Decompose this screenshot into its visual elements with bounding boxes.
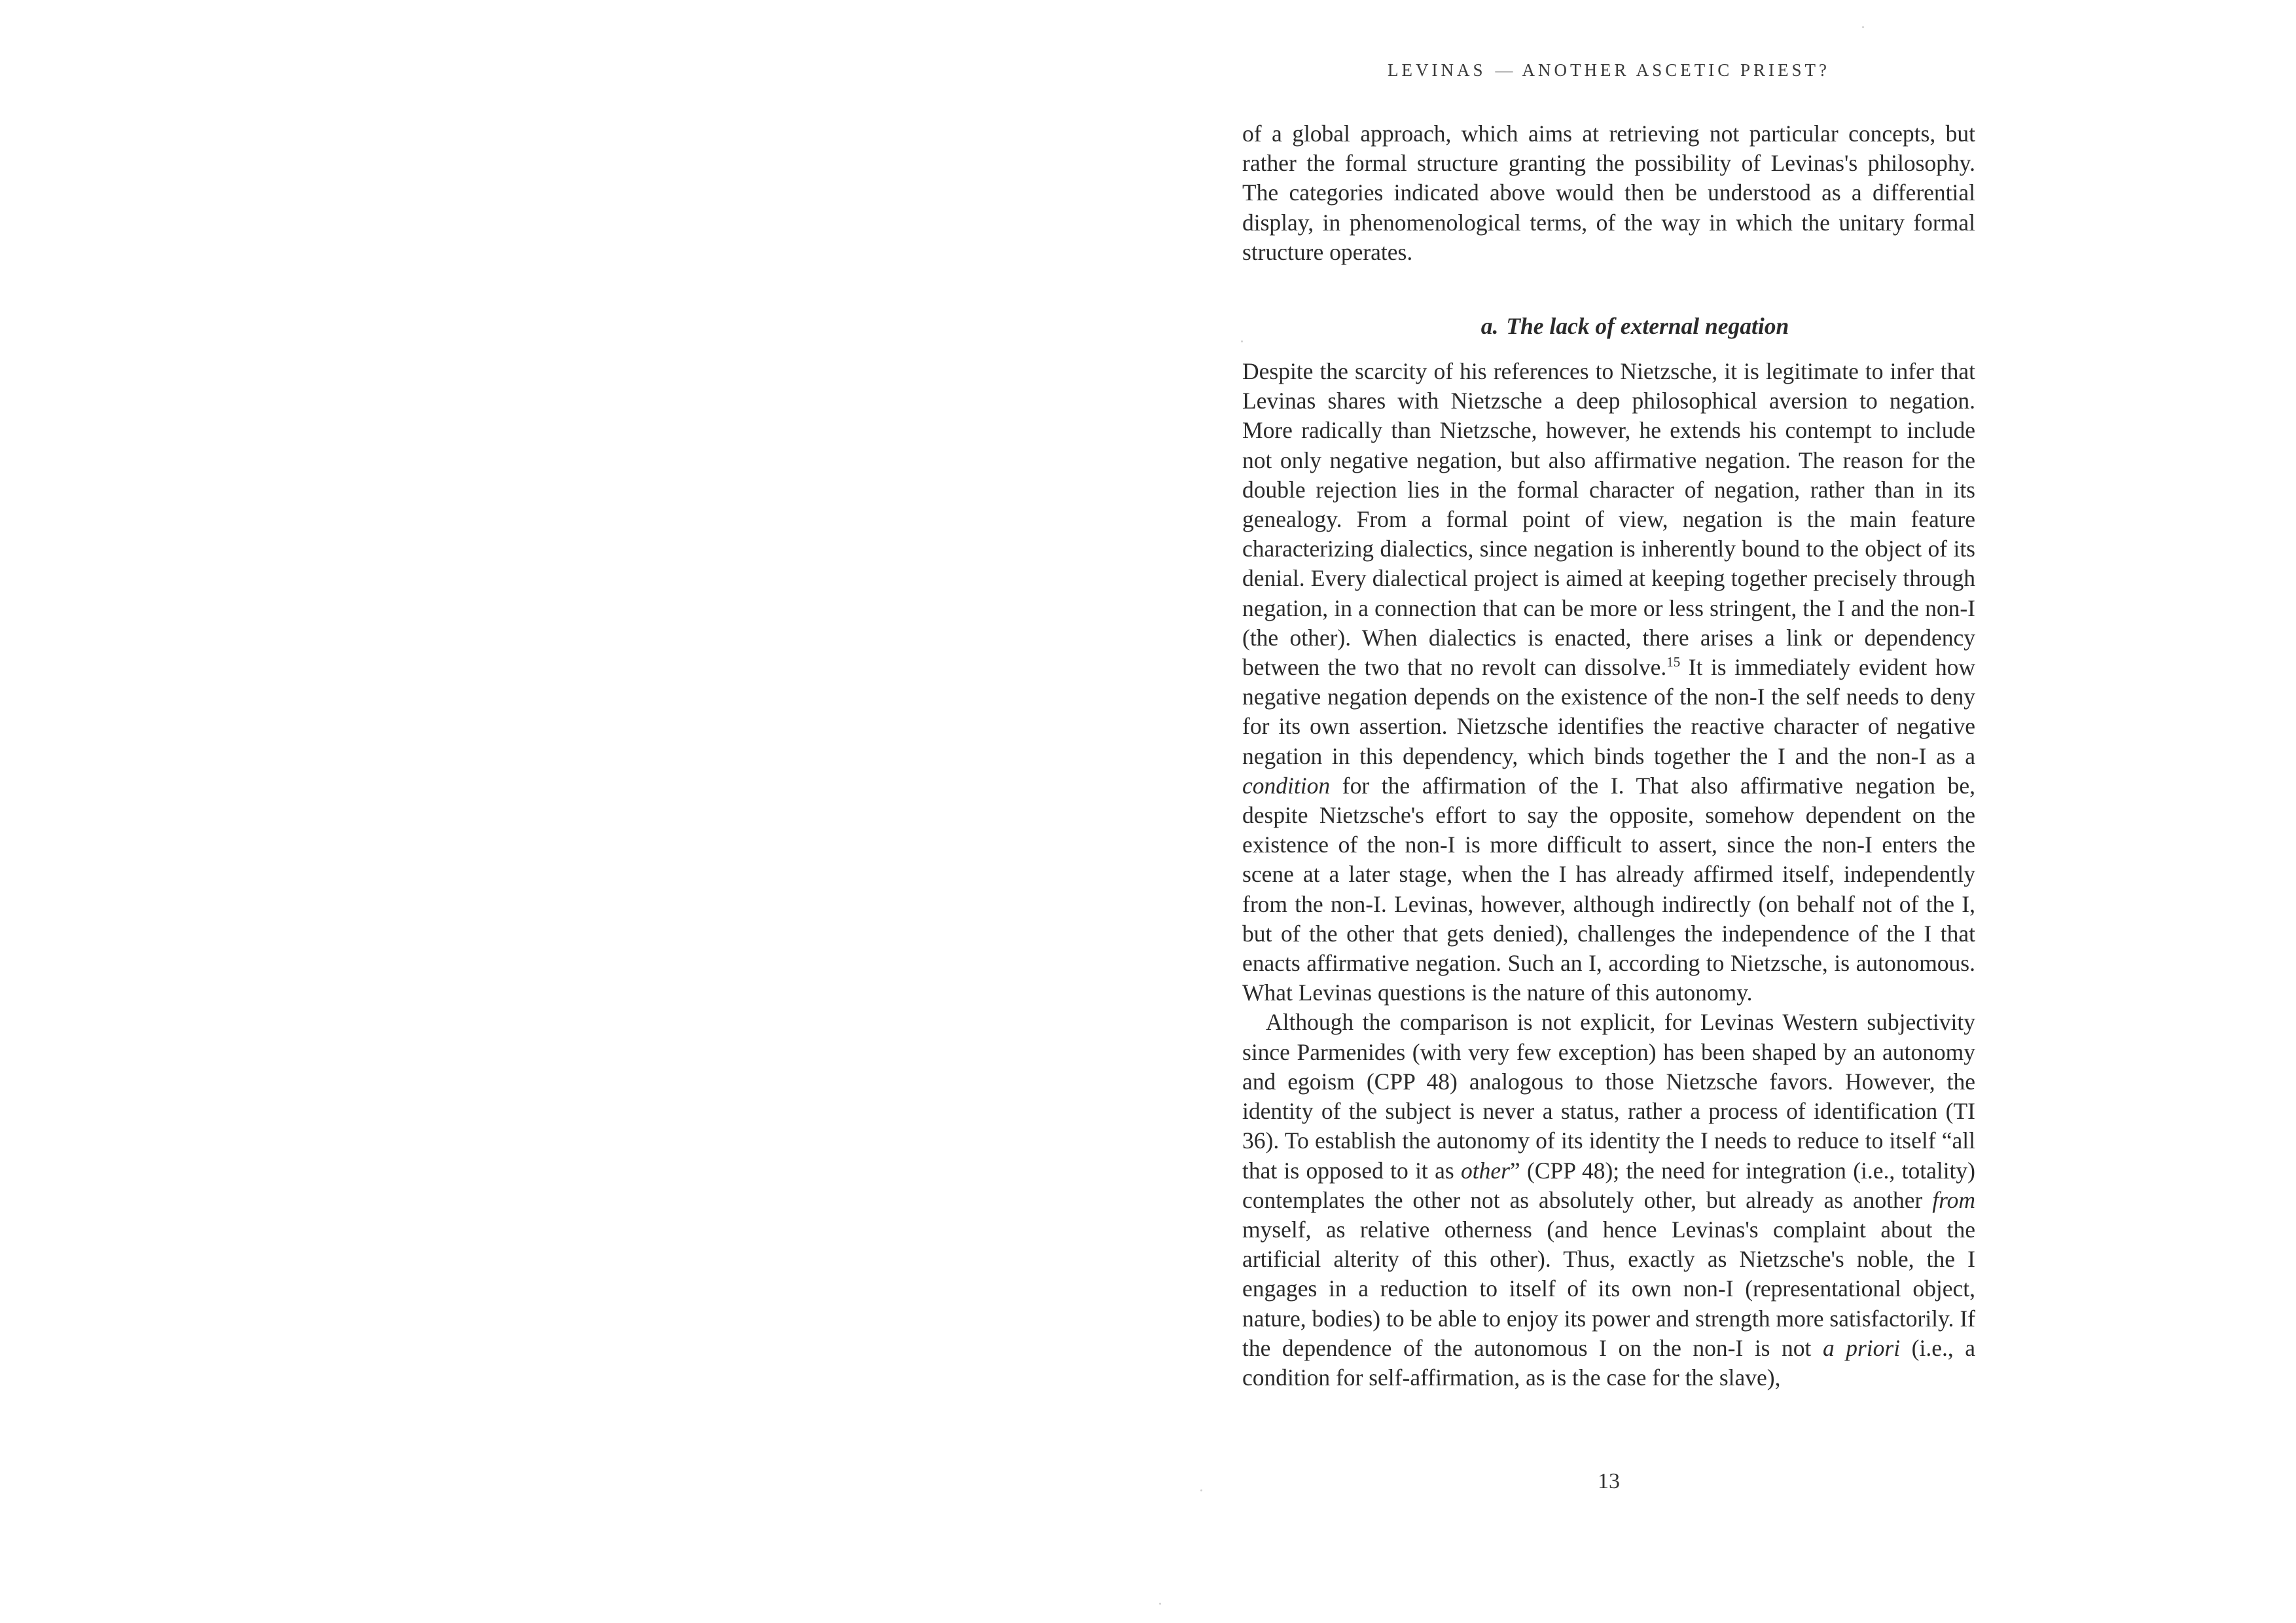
running-head-separator: — [1495, 60, 1513, 80]
scan-speck [1200, 1489, 1202, 1491]
paragraph-1-text-c: for the affirmation of the I. That also affirmative negation be, despite Nietzsche's effort to say the opposite, somehow dependent on the existence of the non-I is more difficult to assert, since the non-I enters the scene at a later stage, when the I has already affirmed itself, independently from the non-I. Levinas, however, although indirectly (on behalf not of the I, but of the other that gets denied), challenges the independence of the I that enacts affirmative negation. Such an I, according to Nietzsche, is autonomous. What Levinas questions is the nature of this autonomy. [1242, 772, 1975, 1006]
paragraph-2-italic-from: from [1932, 1186, 1975, 1213]
section-title: The lack of external negation [1506, 313, 1789, 340]
paragraph-1-italic-condition: condition [1242, 772, 1331, 799]
paragraph-2-text-c: myself, as relative otherness (and hence Levinas's complaint about the artificial alterity of this other). Thus, exactly as Nietzsche's noble, the I engages in a reduction to itself of its own non-I (representational object, nature, bodies) to be able to enjoy its power and strength more satisfactorily. If the dependence of the autonomous I on the non-I is not [1242, 1216, 1975, 1361]
footnote-marker: 15 [1666, 654, 1681, 670]
paragraph-1-text-a: Despite the scarcity of his references to Nietzsche, it is legitimate to infer that Levinas shares with Nietzsche a deep philosophical aversion to negation. More radically than Nietzsche, however, he extends his contempt to include not only negative negation, but also affirmative negation. The reason for the double rejection lies in the formal character of negation, rather than in its genealogy. From a formal point of view, negation is the main feature characterizing dialectics, since negation is inherently bound to the object of its denial. Every dialectical project is aimed at keeping together precisely through negation, in a connection that can be more or less stringent, the I and the non-I (the other). When dialectics is enacted, there arises a link or dependency between the two that no revolt can dissolve. [1242, 358, 1975, 681]
page-number: 13 [1598, 1469, 1620, 1493]
paragraph-2-italic-other: other [1460, 1157, 1510, 1184]
paragraph-2-text-d: (i.e., a condition for self-affirmation, as is the case for the slave), [1242, 1334, 1975, 1391]
running-head-title: ANOTHER ASCETIC PRIEST? [1522, 60, 1830, 80]
paragraph-2-text-b: ” (CPP 48); the need for integration (i.e., totality) contemplates the other not as absolutely other, but already as another [1242, 1157, 1975, 1213]
paragraph-1-text-b: It is immediately evident how negative negation depends on the existence of the non-I the self needs to deny for its own assertion. Nietzsche identifies the reactive character of negative negation in this dependency, which binds together the I and the non-I as a [1242, 654, 1975, 769]
section-heading [1242, 312, 1975, 341]
running-head [1242, 60, 1975, 81]
running-head-author: LEVINAS [1387, 60, 1486, 80]
scan-speck [1862, 26, 1864, 28]
paragraph-1 [1242, 357, 1975, 1008]
section-number: a. [1480, 313, 1499, 340]
intro-paragraph: of a global approach, which aims at retrieving not particular concepts, but rather the formal structure granting the possibility of Levinas's philosophy. The categories indicated above would then be understood as a differential display, in phenomenological terms, of the way in which the unitary formal structure operates. [1242, 120, 1975, 265]
paragraph-2-italic-a-priori: a priori [1822, 1334, 1901, 1361]
scan-speck [1159, 1603, 1161, 1605]
paragraph-2-text-a: Although the comparison is not explicit, for Levinas Western subjectivity since Parmenides (with very few exception) has been shaped by an autonomy and egoism (CPP 48) analogous to those Nietzsche favors. However, the identity of the subject is never a status, rather a process of identification (TI 36). To establish the autonomy of its identity the I needs to reduce to itself “all that is opposed to it as [1242, 1009, 1975, 1184]
paragraph-2 [1242, 1008, 1975, 1393]
body-text [1242, 119, 1975, 1393]
